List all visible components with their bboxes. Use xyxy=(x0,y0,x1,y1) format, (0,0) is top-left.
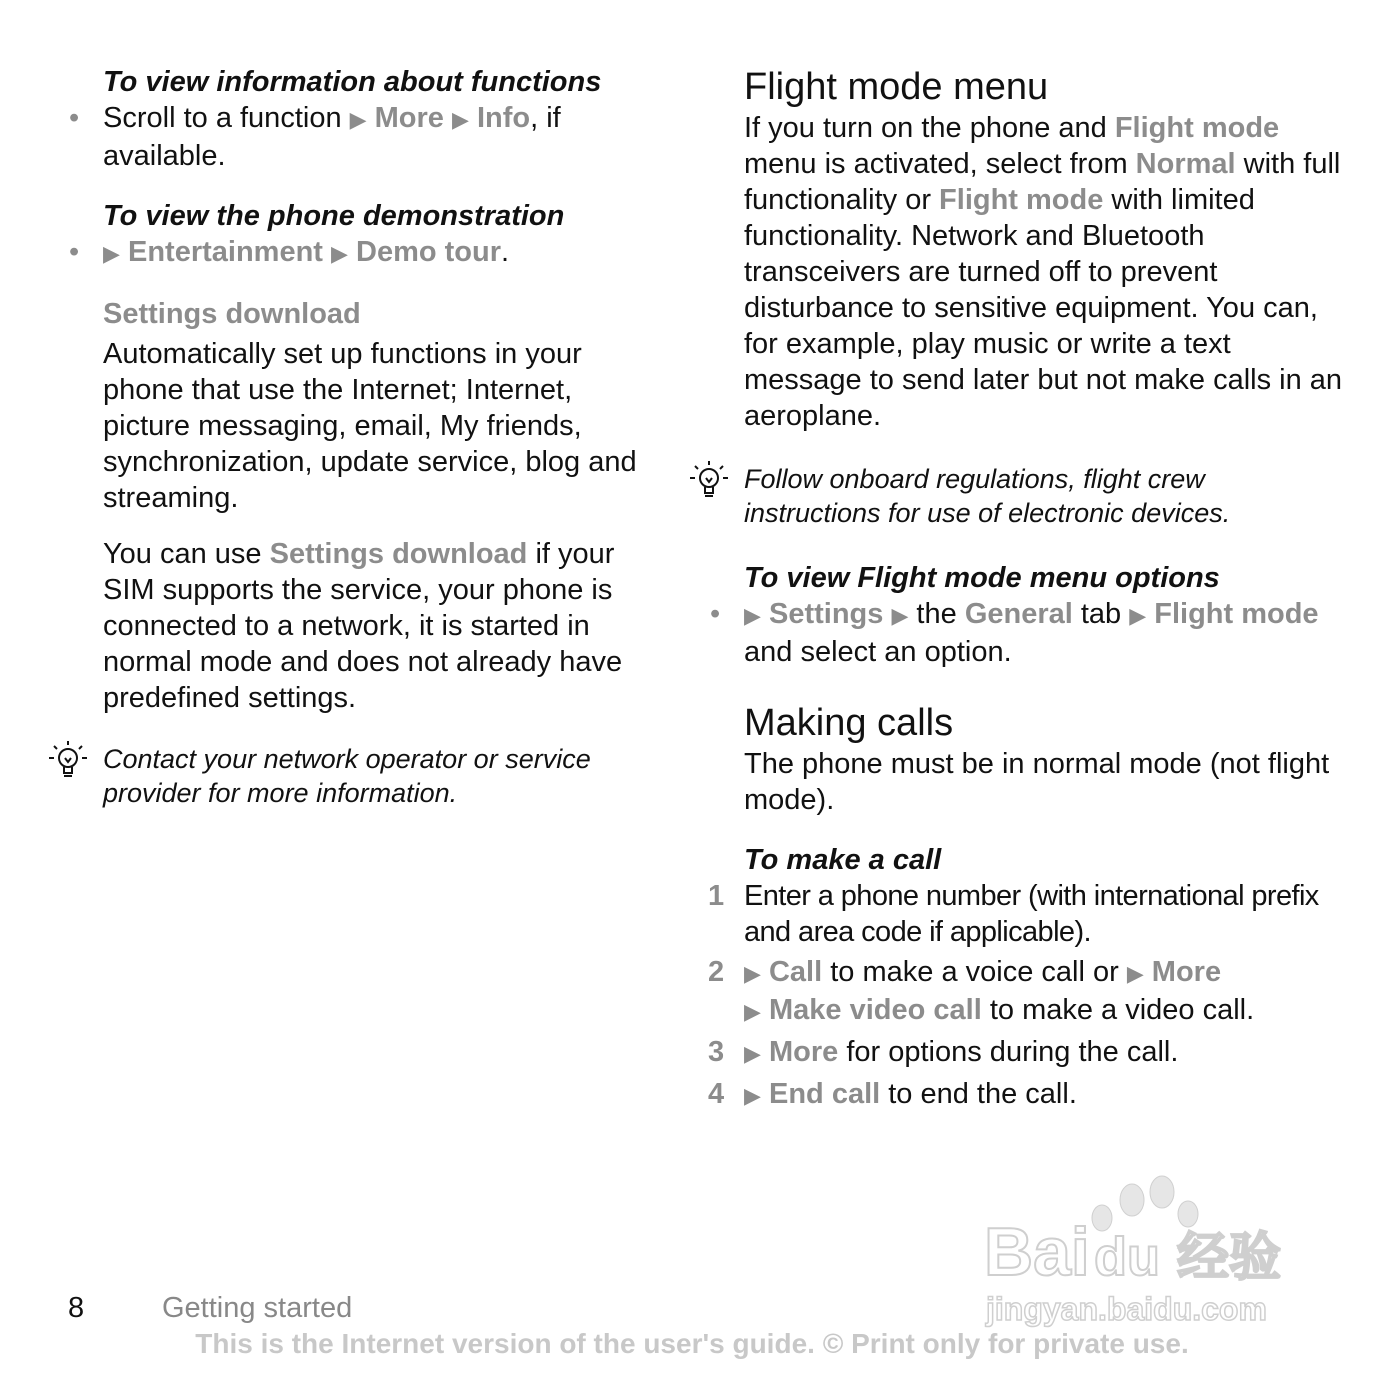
baidu-jingyan-watermark xyxy=(972,1170,1312,1330)
bullet-demo: • ▶ Entertainment ▶ Demo tour. xyxy=(69,236,510,268)
arrow-icon: ▶ xyxy=(744,603,761,628)
bullet-dot: • xyxy=(710,598,721,630)
footer-section: Getting started xyxy=(162,1292,353,1324)
arrow-icon: ▶ xyxy=(349,107,367,132)
menu-demo-tour: Demo tour xyxy=(356,236,502,268)
menu-settings: Settings xyxy=(768,598,884,630)
arrow-icon: ▶ xyxy=(451,107,469,132)
menu-more: More xyxy=(374,102,444,134)
disclaimer: This is the Internet version of the user's guide. © Print only for private use. xyxy=(195,1328,1189,1359)
paragraph-settings: Automatically set up functions in your phone that use the Internet; Internet, picture messaging, email, My friends, synchronization, update service, blog and streaming. xyxy=(103,338,637,514)
menu-flight-mode: Flight mode xyxy=(1114,112,1280,144)
paragraph-settings-2: You can use Settings download if your SIM supports the service, your phone is connected to a network, it is started in normal mode and does not already have predefined settings. xyxy=(103,538,623,714)
left-column xyxy=(69,64,663,810)
menu-entertainment: Entertainment xyxy=(127,236,323,268)
heading-flight-options: To view Flight mode menu options xyxy=(744,562,1220,594)
lightbulb-icon xyxy=(686,458,732,504)
menu-normal: Normal xyxy=(1135,148,1236,180)
tip-note-onboard: Follow onboard regulations, flight crew instructions for use of electronic devices. xyxy=(744,462,1344,530)
arrow-icon: ▶ xyxy=(103,241,120,266)
arrow-icon: ▶ xyxy=(1126,961,1144,986)
title-making-calls: Making calls xyxy=(744,702,954,744)
menu-flight-mode-3: Flight mode xyxy=(1154,598,1319,630)
arrow-icon: ▶ xyxy=(891,603,909,628)
paragraph-flight-mode: If you turn on the phone and Flight mode menu is activated, select from Normal with full functionality or Flight mode with limited functionality. Network and Bluetooth transceivers are turned off to prevent disturbance to sensitive equipment. You can, for example, play music or write a text message to send later but not make calls in an aeroplane. xyxy=(744,112,1343,432)
menu-call: Call xyxy=(768,956,823,988)
svg-text:Bai: Bai xyxy=(984,1214,1090,1290)
menu-info: Info xyxy=(476,102,531,134)
menu-end-call: End call xyxy=(768,1078,881,1110)
paragraph-making-calls: The phone must be in normal mode (not flight mode). xyxy=(744,748,1330,816)
step-4: 4 ▶ End call to end the call. xyxy=(708,1078,1077,1110)
arrow-icon: ▶ xyxy=(744,1041,761,1066)
svg-text:经验: 经验 xyxy=(1177,1228,1282,1288)
menu-general: General xyxy=(964,598,1073,630)
step-number: 2 xyxy=(708,956,725,988)
heading-view-info: To view information about functions xyxy=(103,66,602,98)
lightbulb-icon xyxy=(45,738,91,784)
bullet-dot: • xyxy=(69,236,80,268)
step-number: 3 xyxy=(708,1036,725,1068)
menu-more-3: More xyxy=(768,1036,839,1068)
title-flight-mode: Flight mode menu xyxy=(744,66,1049,108)
page-number: 8 xyxy=(68,1292,85,1324)
step-1: 1 Enter a phone number (with international prefix and area code if applicable). xyxy=(708,880,1319,948)
arrow-icon: ▶ xyxy=(744,961,761,986)
arrow-icon: ▶ xyxy=(331,241,348,266)
menu-flight-mode-2: Flight mode xyxy=(939,184,1104,216)
heading-make-call: To make a call xyxy=(744,844,942,876)
menu-make-video-call: Make video call xyxy=(768,994,982,1026)
arrow-icon: ▶ xyxy=(744,1083,761,1108)
svg-text:jingyan.baidu.com: jingyan.baidu.com xyxy=(986,1291,1267,1327)
bullet-flight-options: • ▶ Settings ▶ the General tab ▶ Flight mode and select an option. xyxy=(710,598,1319,668)
tip-note-network: Contact your network operator or service provider for more information. xyxy=(103,742,623,810)
bullet-dot: • xyxy=(69,102,80,134)
step-number: 1 xyxy=(708,880,724,912)
step-3: 3 ▶ More for options during the call. xyxy=(708,1036,1179,1068)
step-number: 4 xyxy=(708,1078,725,1110)
step-2: 2 ▶ Call to make a voice call or ▶ More ▶ Make video call to make a video call. xyxy=(708,956,1255,1026)
section-settings-download: Settings download xyxy=(103,298,361,330)
svg-text:du: du xyxy=(1094,1227,1160,1287)
right-column xyxy=(708,64,1344,1114)
bullet-view-info: • Scroll to a function ▶ More ▶ Info, if available. xyxy=(69,102,561,172)
menu-settings-download: Settings download xyxy=(269,538,528,570)
arrow-icon: ▶ xyxy=(744,999,761,1024)
menu-more-2: More xyxy=(1151,956,1222,988)
arrow-icon: ▶ xyxy=(1129,603,1147,628)
heading-demo: To view the phone demonstration xyxy=(103,200,565,232)
